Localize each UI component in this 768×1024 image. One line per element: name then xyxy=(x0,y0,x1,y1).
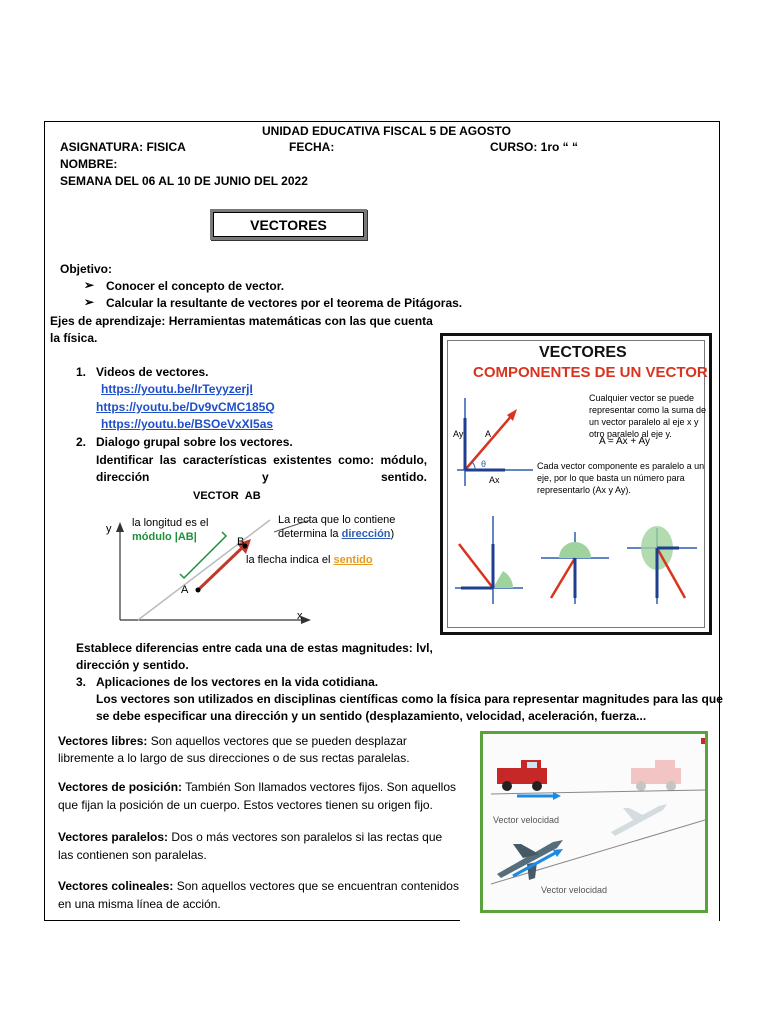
video-link-1[interactable]: https://youtu.be/IrTeyyzerjI xyxy=(101,382,253,396)
components-title-2: COMPONENTES DE UN VECTOR xyxy=(473,364,708,381)
components-diagrams xyxy=(443,336,709,632)
differences-line1: Establece diferencias entre cada una de estas magnitudes: lvl, xyxy=(76,641,433,655)
video-link-2[interactable]: https://youtu.be/Dv9vCMC185Q xyxy=(96,400,275,414)
plane-icon xyxy=(497,840,563,880)
components-formula: A = Ax + Ay xyxy=(599,436,650,447)
bullet-arrow-icon: ➢ xyxy=(84,278,95,292)
vector-ab-shaft xyxy=(198,546,244,590)
definition-collinear: Vectores colineales: Son aquellos vectores que se encuentran contenidos xyxy=(58,879,459,893)
list-item-videos: Videos de vectores. xyxy=(96,365,209,379)
school-name: UNIDAD EDUCATIVA FISCAL 5 DE AGOSTO xyxy=(262,124,511,138)
video-link-3[interactable]: https://youtu.be/BSOeVxXI5as xyxy=(101,417,274,431)
module-text-1: la longitud es el xyxy=(132,517,209,529)
definition-free-line2: libremente a lo largo de sus direcciones o de sus rectas paralelas. xyxy=(58,751,410,765)
bullet-arrow-icon: ➢ xyxy=(84,295,95,309)
module-text-2: módulo |AB| xyxy=(132,531,197,543)
differences-line2: dirección y sentido. xyxy=(76,658,189,672)
sense-text: la flecha indica el sentido xyxy=(246,554,373,566)
learning-axes-line2: la física. xyxy=(50,331,98,345)
subject-label: ASIGNATURA: FISICA xyxy=(60,140,186,154)
characteristics-word-y: y xyxy=(262,470,269,484)
list-item-dialog: Dialogo grupal sobre los vectores. xyxy=(96,435,293,449)
axis-y-label: y xyxy=(106,523,112,535)
objective-item: Calcular la resultante de vectores por el teorema de Pitágoras. xyxy=(106,296,463,310)
definition-position-line2: que fijan la posición de un cuerpo. Estos vectores tienen su origen fijo. xyxy=(58,798,433,812)
list-number: 2. xyxy=(76,435,87,449)
course-label: CURSO: 1ro “ “ xyxy=(490,140,579,154)
characteristics-word-sentido: sentido. xyxy=(381,470,428,484)
page-title: VECTORES xyxy=(250,217,327,233)
title-box xyxy=(210,209,367,240)
point-b-label: B xyxy=(237,536,245,548)
label-ax: Ax xyxy=(489,475,500,485)
velocity-label-2: Vector velocidad xyxy=(541,885,608,895)
definition-position: Vectores de posición: También Son llamados vectores fijos. Son aquellos xyxy=(58,780,456,794)
direction-text-1: La recta que lo contiene xyxy=(278,514,396,526)
characteristics-word-direccion: dirección xyxy=(96,470,150,484)
label-theta: θ xyxy=(481,459,487,469)
vector-diagram-title: VECTOR AB xyxy=(193,490,261,502)
truck-faded-icon xyxy=(631,760,681,791)
definitions-underline xyxy=(44,920,460,921)
velocity-illustration xyxy=(480,731,708,913)
applications-line1: Los vectores son utilizados en disciplinas científicas como la física para representar magnitudes para las que xyxy=(96,692,723,706)
axis-x-label: x xyxy=(297,610,303,622)
label-ay: Ay xyxy=(453,429,464,439)
components-text-1: Cualquier vector se puede representar como la suma de un vector paralelo al eje x y otro paralelo al eje y. xyxy=(589,393,707,439)
label-a: A xyxy=(485,429,492,439)
definition-collinear-line2: en una misma línea de acción. xyxy=(58,897,221,911)
date-label: FECHA: xyxy=(289,140,335,154)
components-figure xyxy=(440,333,712,635)
velocity-label-1: Vector velocidad xyxy=(493,815,560,825)
definition-parallel-line2: las contienen son paralelas. xyxy=(58,848,207,862)
list-item-applications: Aplicaciones de los vectores en la vida cotidiana. xyxy=(96,675,379,689)
components-title-1: VECTORES xyxy=(539,344,627,361)
characteristics-line1: Identificar las características existentes como: módulo, xyxy=(96,453,428,467)
components-text-2: Cada vector componente es paralelo a un eje, por lo que basta un número para representarlo (Ax y Ay). xyxy=(537,461,705,495)
objective-label: Objetivo: xyxy=(60,262,113,276)
point-a-label: A xyxy=(181,584,189,596)
truck-icon xyxy=(497,760,547,791)
direction-text-2: determina la dirección) xyxy=(278,528,395,540)
applications-line2: se debe especificar una dirección y un sentido (desplazamiento, velocidad, aceleración, fuerza... xyxy=(96,709,647,723)
list-number: 1. xyxy=(76,365,87,379)
name-label: NOMBRE: xyxy=(60,157,118,171)
list-number: 3. xyxy=(76,675,87,689)
definition-parallel: Vectores paralelos: Dos o más vectores son paralelos si las rectas que xyxy=(58,830,443,844)
learning-axes-line1: Ejes de aprendizaje: Herramientas matemáticas con las que cuenta xyxy=(50,314,433,328)
plane-faded-icon xyxy=(611,804,667,836)
definition-free: Vectores libres: Son aquellos vectores que se pueden desplazar xyxy=(58,734,407,748)
week-label: SEMANA DEL 06 AL 10 DE JUNIO DEL 2022 xyxy=(60,174,308,188)
objective-item: Conocer el concepto de vector. xyxy=(106,279,285,293)
